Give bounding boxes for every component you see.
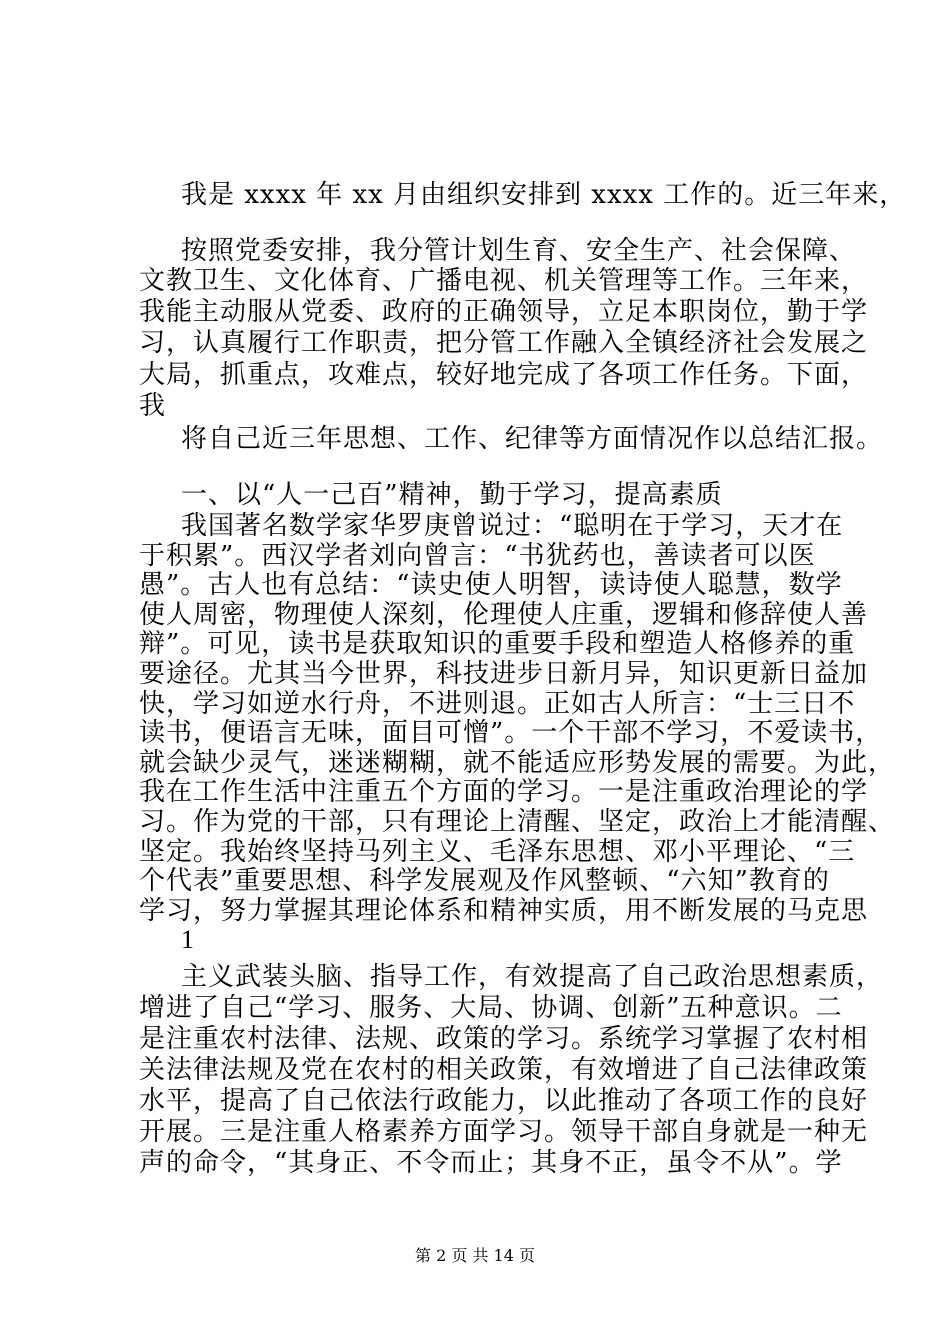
- text-line: 关法律法规及党在农村的相关政策，有效增进了自己法律政策: [139, 1055, 869, 1085]
- text-line: 坚定。我始终坚持马列主义、毛泽东思想、邓小平理论、“三: [139, 836, 856, 867]
- text-line: 文教卫生、文化体育、广播电视、机关管理等工作。三年来，: [139, 266, 869, 296]
- text-line: 使人周密，物理使人深刻，伦理使人庄重，逻辑和修辞使人善: [139, 599, 869, 630]
- text-line: 读书，便语言无味，面目可憎”。一个干部不学习，不爱读书，: [139, 718, 883, 749]
- text-line: 我国著名数学家华罗庚曾说过：“聪明在于学习，天才在: [181, 511, 844, 541]
- text-line: 习，认真履行工作职责，把分管工作融入全镇经济社会发展之: [139, 328, 869, 358]
- text-line: 是注重农村法律、法规、政策的学习。系统学习掌握了农村相: [139, 1024, 869, 1054]
- text-line: 声的命令，“其身正、不令而止；其身不正，虽令不从”。学: [139, 1148, 843, 1178]
- text-line: 我能主动服从党委、政府的正确领导，立足本职岗位，勤于学: [139, 297, 869, 327]
- text-line: 开展。三是注重人格素养方面学习。领导干部自身就是一种无: [139, 1117, 869, 1147]
- text-line: 习。作为党的干部，只有理论上清醒、坚定，政治上才能清醒、: [139, 807, 896, 837]
- text-line: 水平，提高了自己依法行政能力，以此推动了各项工作的良好: [139, 1086, 869, 1116]
- text-line: 将自己近三年思想、工作、纪律等方面情况作以总结汇报。: [181, 424, 884, 454]
- text-line: 按照党委安排，我分管计划生育、安全生产、社会保障、: [181, 236, 857, 266]
- inline-page-number: 1: [181, 925, 194, 955]
- text-line: 愚”。古人也有总结：“读史使人明智，读诗使人聪慧，数学: [139, 570, 843, 601]
- text-line: 增进了自己“学习、服务、大局、协调、创新”五种意识。二: [139, 993, 843, 1023]
- text-line: 快，学习如逆水行舟，不进则退。正如古人所言：“士三日不: [139, 688, 856, 719]
- text-line: 要途径。尤其当今世界，科技进步日新月异，知识更新日益加: [139, 659, 869, 689]
- text-line: 主义武装头脑、指导工作，有效提高了自己政治思想素质，: [181, 962, 884, 992]
- text-line: 辩”。可见，读书是获取知识的重要手段和塑造人格修养的重: [139, 629, 856, 660]
- section-heading: 一、以“人一己百”精神，勤于学习，提高素质: [181, 480, 723, 510]
- text-line: 就会缺少灵气，迷迷糊糊，就不能适应形势发展的需要。为此，: [139, 747, 896, 778]
- text-line: 个代表”重要思想、科学发展观及作风整顿、“六知”教育的: [139, 866, 830, 897]
- text-line: 学习，努力掌握其理论体系和精神实质，用不断发展的马克思: [139, 895, 869, 926]
- text-line: 我: [139, 391, 167, 421]
- page-footer: 第 2 页 共 14 页: [415, 1246, 535, 1265]
- text-line: 我是 xxxx 年 xx 月由组织安排到 xxxx 工作的。近三年来，: [181, 180, 907, 210]
- text-line: 大局，抓重点，攻难点，较好地完成了各项工作任务。下面，: [139, 360, 869, 390]
- text-line: 我在工作生活中注重五个方面的学习。一是注重政治理论的学: [139, 777, 869, 808]
- text-line: 于积累”。西汉学者刘向曾言：“书犹药也，善读者可以医: [139, 540, 816, 571]
